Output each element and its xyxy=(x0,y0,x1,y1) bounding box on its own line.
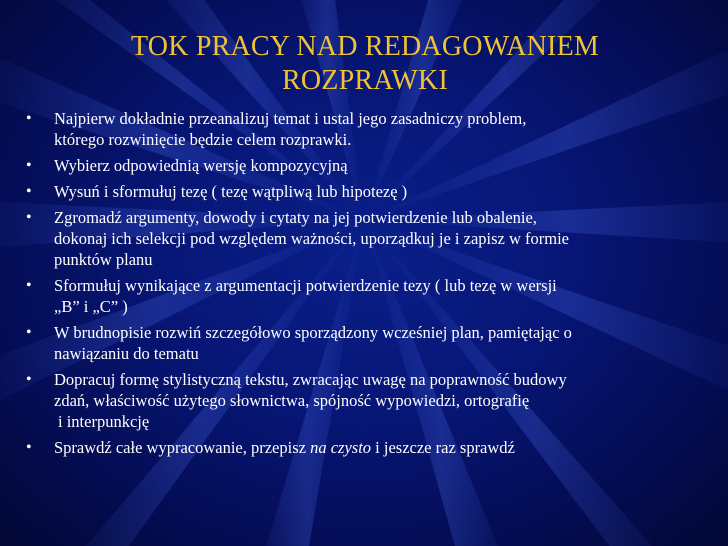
item-text-prefix: Sprawdź całe wypracowanie, przepisz xyxy=(54,438,311,457)
item-text-line: nawiązaniu do tematu xyxy=(54,344,199,363)
item-text-line: którego rozwinięcie będzie celem rozprawki. xyxy=(54,130,352,149)
slide-title xyxy=(70,30,660,98)
list-item xyxy=(26,108,706,150)
item-text-italic: na czysto xyxy=(310,438,372,457)
item-text-line: Wysuń i sformułuj tezę ( tezę wątpliwą lub hipotezę ) xyxy=(54,182,408,201)
item-text-line: Wybierz odpowiednią wersję kompozycyjną xyxy=(54,156,348,175)
item-text-line: Zgromadź argumenty, dowody i cytaty na jej potwierdzenie lub obalenie, xyxy=(54,208,537,227)
bullet-icon: • xyxy=(26,183,32,200)
list-item xyxy=(26,437,706,458)
bullet-icon: • xyxy=(26,324,32,341)
list-item xyxy=(26,275,706,317)
item-text-line xyxy=(54,437,706,458)
item-text-line: Najpierw dokładnie przeanalizuj temat i ustal jego zasadniczy problem, xyxy=(54,109,527,128)
bullet-icon: • xyxy=(26,157,32,174)
item-text-line: zdań, właściwość użytego słownictwa, spójność wypowiedzi, ortografię xyxy=(54,391,530,410)
bullet-icon: • xyxy=(26,439,32,456)
item-text-line: punktów planu xyxy=(54,250,153,269)
list-item xyxy=(26,181,706,202)
item-text-line: Dopracuj formę stylistyczną tekstu, zwracając uwagę na poprawność budowy xyxy=(54,370,567,389)
title-line-1: TOK PRACY NAD REDAGOWANIEM xyxy=(131,31,599,62)
item-text-line: W brudnopisie rozwiń szczegółowo sporządzony wcześniej plan, pamiętając o xyxy=(54,323,572,342)
list-item xyxy=(26,207,706,270)
item-text-line: Sformułuj wynikające z argumentacji potwierdzenie tezy ( lub tezę w wersji xyxy=(54,276,557,295)
bullet-icon: • xyxy=(26,110,32,127)
item-text-line: dokonaj ich selekcji pod względem ważności, uporządkuj je i zapisz w formie xyxy=(54,229,569,248)
list-item xyxy=(26,155,706,176)
bullet-icon: • xyxy=(26,277,32,294)
item-text-line: i interpunkcję xyxy=(58,412,150,431)
list-item xyxy=(26,322,706,364)
bullet-list xyxy=(26,108,706,463)
item-text-line: „B” i „C” ) xyxy=(54,297,128,316)
bullet-icon: • xyxy=(26,209,32,226)
title-line-2: ROZPRAWKI xyxy=(282,65,448,96)
item-text-suffix: i jeszcze raz sprawdź xyxy=(371,438,515,457)
list-item xyxy=(26,369,706,432)
bullet-icon: • xyxy=(26,371,32,388)
